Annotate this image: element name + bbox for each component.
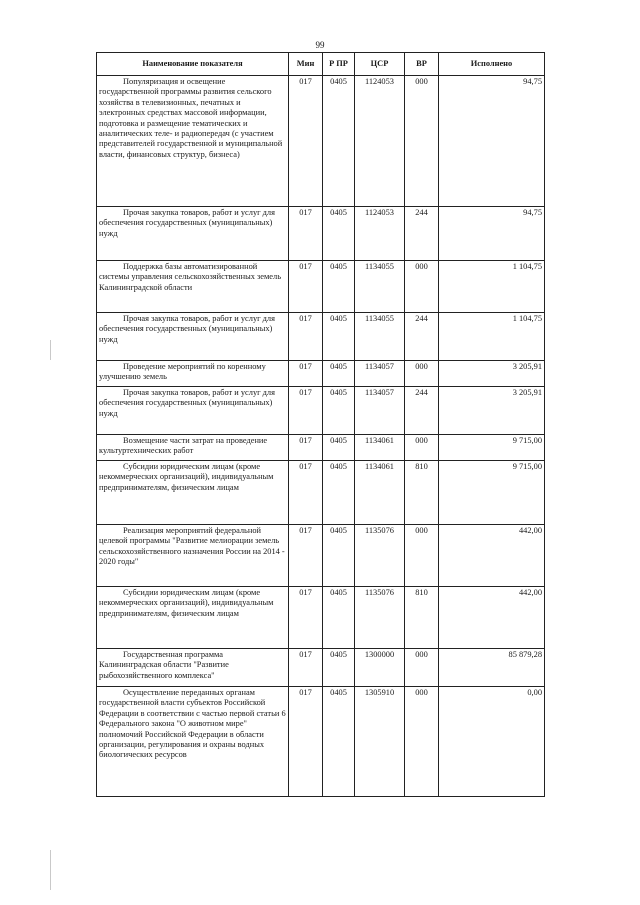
row-min: 017 — [289, 587, 323, 649]
row-min: 017 — [289, 76, 323, 207]
header-name: Наименование показателя — [97, 53, 289, 76]
row-csr: 1134061 — [355, 435, 405, 461]
row-vr: 244 — [405, 313, 439, 361]
row-rpr: 0405 — [323, 435, 355, 461]
row-name: Государственная программа Калининградская области "Развитие рыбохозяйственного комплекса" — [97, 649, 289, 687]
row-name: Субсидии юридическим лицам (кроме некоммерческих организаций), индивидуальным предпринимателям, физическим лицам — [97, 587, 289, 649]
table-row — [97, 76, 545, 207]
table-row — [97, 687, 545, 797]
row-rpr: 0405 — [323, 461, 355, 525]
row-csr: 1300000 — [355, 649, 405, 687]
row-min: 017 — [289, 361, 323, 387]
row-rpr: 0405 — [323, 261, 355, 313]
row-name: Прочая закупка товаров, работ и услуг для обеспечения государственных (муниципальных) нужд — [97, 387, 289, 435]
row-min: 017 — [289, 649, 323, 687]
row-name: Проведение мероприятий по коренному улучшению земель — [97, 361, 289, 387]
row-min: 017 — [289, 387, 323, 435]
row-amount: 1 104,75 — [439, 313, 545, 361]
header-csr: ЦСР — [355, 53, 405, 76]
row-min: 017 — [289, 313, 323, 361]
table-row — [97, 649, 545, 687]
row-name: Реализация мероприятий федеральной целевой программы "Развитие мелиорации земель сельскохозяйственного назначения России на 2014 - 2020 годы" — [97, 525, 289, 587]
row-csr: 1134055 — [355, 313, 405, 361]
row-min: 017 — [289, 261, 323, 313]
row-amount: 3 205,91 — [439, 387, 545, 435]
row-name: Популяризация и освещение государственной программы развития сельского хозяйства в телевизионных, печатных и электронных средствах массовой информации, подготовка и размещение тематических и аналитических теле- и радиопередач (с участием представителей государственной и муниципальной власти, финансовых структур, бизнеса) — [97, 76, 289, 207]
row-amount: 442,00 — [439, 525, 545, 587]
table-row — [97, 387, 545, 435]
row-min: 017 — [289, 207, 323, 261]
row-vr: 000 — [405, 435, 439, 461]
row-vr: 244 — [405, 207, 439, 261]
page-number: 99 — [315, 40, 325, 50]
row-rpr: 0405 — [323, 525, 355, 587]
row-name: Прочая закупка товаров, работ и услуг для обеспечения государственных (муниципальных) нужд — [97, 207, 289, 261]
row-amount: 3 205,91 — [439, 361, 545, 387]
row-rpr: 0405 — [323, 313, 355, 361]
row-rpr: 0405 — [323, 649, 355, 687]
header-row — [97, 53, 545, 76]
row-amount: 85 879,28 — [439, 649, 545, 687]
row-csr: 1134055 — [355, 261, 405, 313]
row-vr: 000 — [405, 687, 439, 797]
row-csr: 1305910 — [355, 687, 405, 797]
row-csr: 1135076 — [355, 587, 405, 649]
table-row — [97, 361, 545, 387]
row-min: 017 — [289, 525, 323, 587]
header-vr: ВР — [405, 53, 439, 76]
row-amount: 0,00 — [439, 687, 545, 797]
table-row — [97, 207, 545, 261]
row-rpr: 0405 — [323, 587, 355, 649]
table-row — [97, 435, 545, 461]
table-row — [97, 525, 545, 587]
row-amount: 94,75 — [439, 207, 545, 261]
row-name: Прочая закупка товаров, работ и услуг для обеспечения государственных (муниципальных) нужд — [97, 313, 289, 361]
header-amount: Исполнено — [439, 53, 545, 76]
row-name: Поддержка базы автоматизированной системы управления сельскохозяйственных земель Калининградской области — [97, 261, 289, 313]
row-amount: 9 715,00 — [439, 435, 545, 461]
row-name: Субсидии юридическим лицам (кроме некоммерческих организаций), индивидуальным предпринимателям, физическим лицам — [97, 461, 289, 525]
row-amount: 442,00 — [439, 587, 545, 649]
row-vr: 000 — [405, 76, 439, 207]
table-row — [97, 587, 545, 649]
row-csr: 1124053 — [355, 76, 405, 207]
table-row — [97, 313, 545, 361]
row-amount: 1 104,75 — [439, 261, 545, 313]
row-vr: 000 — [405, 525, 439, 587]
scan-edge-mark — [50, 850, 51, 890]
row-amount: 94,75 — [439, 76, 545, 207]
row-rpr: 0405 — [323, 207, 355, 261]
table-row — [97, 261, 545, 313]
row-vr: 244 — [405, 387, 439, 435]
row-rpr: 0405 — [323, 687, 355, 797]
row-csr: 1134061 — [355, 461, 405, 525]
row-vr: 810 — [405, 587, 439, 649]
row-csr: 1134057 — [355, 387, 405, 435]
table-row — [97, 461, 545, 525]
row-min: 017 — [289, 687, 323, 797]
row-name: Возмещение части затрат на проведение культуртехнических работ — [97, 435, 289, 461]
row-vr: 000 — [405, 261, 439, 313]
row-vr: 810 — [405, 461, 439, 525]
header-rpr: Р ПР — [323, 53, 355, 76]
row-rpr: 0405 — [323, 387, 355, 435]
budget-table — [96, 52, 545, 797]
row-amount: 9 715,00 — [439, 461, 545, 525]
row-rpr: 0405 — [323, 361, 355, 387]
row-csr: 1134057 — [355, 361, 405, 387]
row-csr: 1135076 — [355, 525, 405, 587]
row-rpr: 0405 — [323, 76, 355, 207]
row-name: Осуществление переданных органам государственной власти субъектов Российской Федерации в соответствии с частью первой статьи 6 Федерального закона "О животном мире" полномочий Российской Федерации в области организации, регулирования и охраны водных биологических ресурсов — [97, 687, 289, 797]
row-vr: 000 — [405, 361, 439, 387]
row-min: 017 — [289, 461, 323, 525]
row-min: 017 — [289, 435, 323, 461]
row-csr: 1124053 — [355, 207, 405, 261]
header-min: Мин — [289, 53, 323, 76]
scan-edge-mark — [50, 340, 51, 360]
row-vr: 000 — [405, 649, 439, 687]
